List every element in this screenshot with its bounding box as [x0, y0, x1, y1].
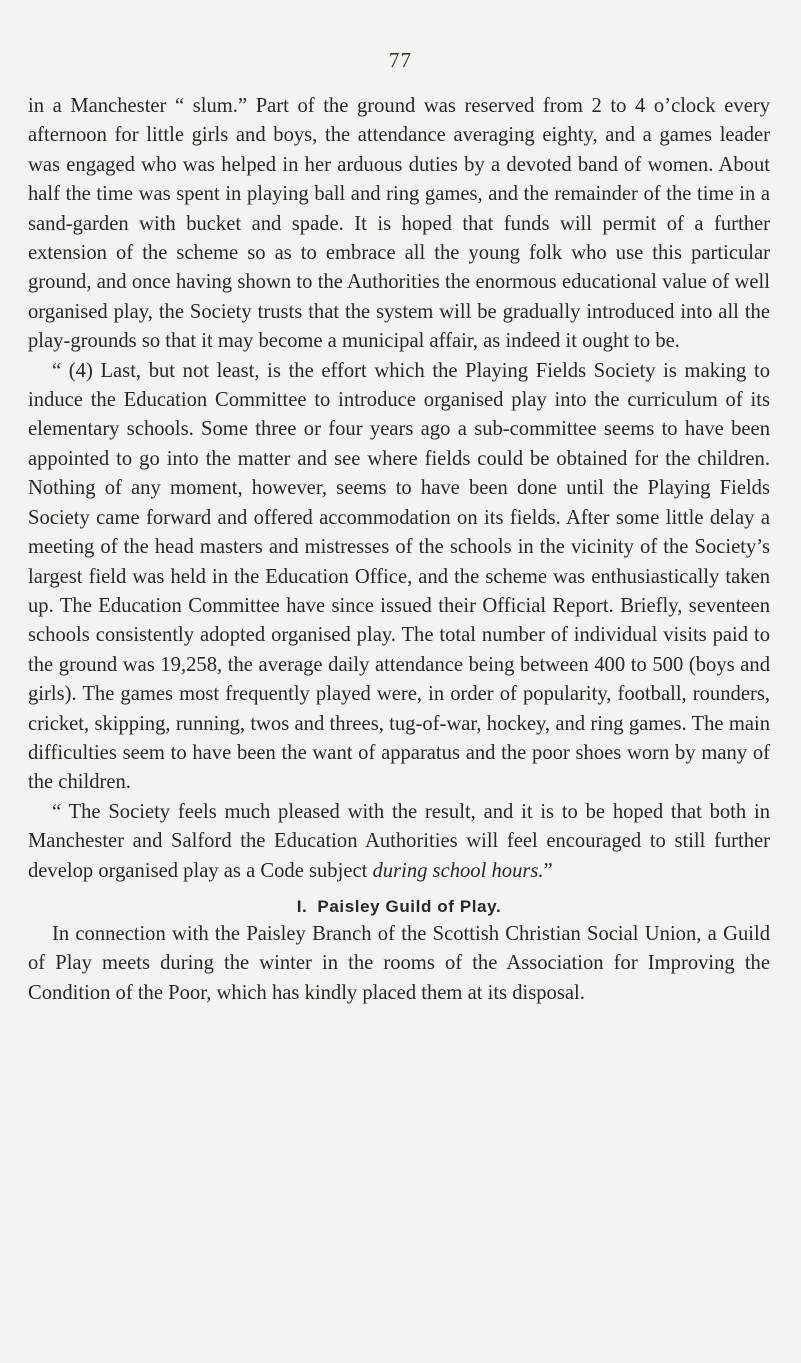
section-number: I. [296, 896, 308, 916]
paragraph-slum-playground: in a Manchester “ slum.” Part of the ground was reserved from 2 to 4 o’clock every afternoon for little girls and boys, the attendance averaging eighty, and a games leader was engaged who was helped in her arduous duties by a devoted band of women. About half the time was spent in playing ball and ring games, and the remainder of the time in a sand-garden with bucket and spade. It is hoped that funds will permit of a further extension of the scheme so as to embrace all the young folk who use this particular ground, and once having shown to the Authorities the enormous educational value of well organised play, the Society trusts that the system will be gradually introduced into all the play-grounds so that it may become a municipal affair, as indeed it ought to be. [28, 95, 770, 353]
paragraph-society-result-italic: during school hours. [372, 859, 544, 882]
page-body [28, 92, 770, 1008]
section-title: Paisley Guild of Play. [317, 896, 502, 916]
paragraph-society-result-text: “ The Society feels much pleased with the result, and it is to be hoped that both in Manchester and Salford the Education Authorities will feel encouraged to still further develop organised play as a Code subject [28, 800, 770, 882]
paragraph-society-result [28, 798, 770, 886]
paragraph-society-result-end: ” [543, 859, 553, 882]
page-number: 77 [389, 48, 412, 72]
paragraph-paisley-guild: In connection with the Paisley Branch of the Scottish Christian Social Union, a Guild of Play meets during the winter in the rooms of the Association for Improving the Condition of the Poor, which has kindly placed them at its disposal. [28, 922, 770, 1004]
paragraph-education-committee: “ (4) Last, but not least, is the effort which the Playing Fields Society is making to induce the Education Committee to introduce organised play into the curriculum of its elementary schools. Some three or four years ago a sub-committee seems to have been appointed to go into the matter and see where fields could be obtained for the children. Nothing of any moment, however, seems to have been done until the Playing Fields Society came forward and offered accommodation on its fields. After some little delay a meeting of the head masters and mistresses of the schools in the vicinity of the Society’s largest field was held in the Education Office, and the scheme was enthusiastically taken up. The Education Committee have since issued their Official Report. Briefly, seventeen schools consistently adopted organised play. The total number of individual visits paid to the ground was 19,258, the average daily attendance being between 400 to 500 (boys and girls). The games most frequently played were, in order of popularity, football, rounders, cricket, skipping, running, twos and threes, tug-of-war, hockey, and ring games. The main difficulties seem to have been the want of apparatus and the poor shoes worn by many of the children. [28, 359, 770, 794]
section-heading [28, 894, 770, 920]
